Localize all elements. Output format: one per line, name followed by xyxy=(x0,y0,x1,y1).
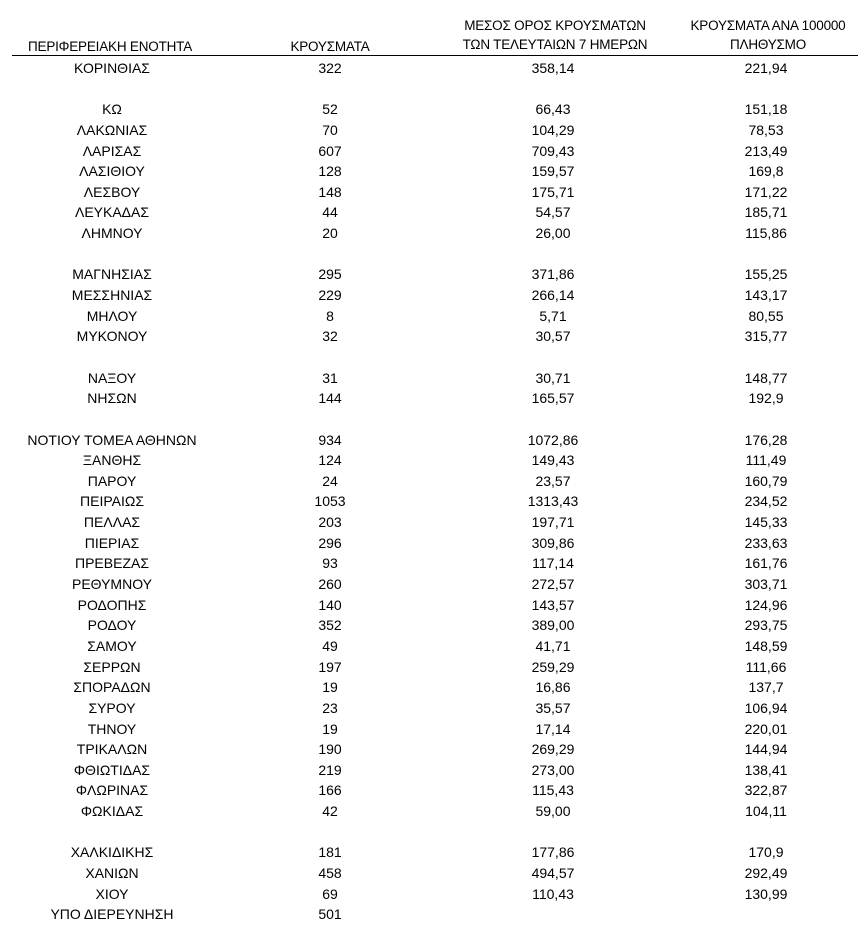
region-cell: ΝΗΣΩΝ xyxy=(87,390,137,407)
region-cell: ΧΑΛΚΙΔΙΚΗΣ xyxy=(70,844,154,861)
avg-7day-cell: 110,43 xyxy=(532,885,574,902)
region-cell: ΚΟΡΙΝΘΙΑΣ xyxy=(74,60,150,76)
per100k-cell: 169,8 xyxy=(748,163,784,180)
region-cell: ΣΥΡΟΥ xyxy=(88,699,136,716)
region-cell: ΚΩ xyxy=(102,101,122,118)
table-row xyxy=(0,471,868,492)
table-row xyxy=(0,141,868,162)
cases-cell: 219 xyxy=(318,761,342,778)
cases-cell: 44 xyxy=(322,204,338,221)
per100k-cell: 315,77 xyxy=(744,328,788,345)
per100k-cell: 145,33 xyxy=(744,514,788,531)
avg-7day-cell: 66,43 xyxy=(535,101,571,118)
cases-cell: 70 xyxy=(322,121,338,138)
cases-cell: 93 xyxy=(322,555,338,572)
table-row xyxy=(0,368,868,389)
table-row xyxy=(0,430,868,451)
avg-7day-cell: 494,57 xyxy=(531,864,575,881)
table-row xyxy=(0,884,868,905)
table-row xyxy=(0,780,868,801)
table-row xyxy=(0,120,868,141)
table-row xyxy=(0,904,868,925)
header-per100k-line2: ΠΛΗΘΥΣΜΟ xyxy=(729,37,807,52)
table-row xyxy=(0,161,868,182)
table-header xyxy=(0,0,868,56)
region-cell: ΧΑΝΙΩΝ xyxy=(85,864,139,881)
region-cell: ΛΕΣΒΟΥ xyxy=(83,183,141,200)
table-row xyxy=(0,842,868,863)
region-cell: ΦΩΚΙΔΑΣ xyxy=(80,803,144,820)
spacer-row xyxy=(0,409,868,430)
avg-7day-cell: 16,86 xyxy=(535,679,571,696)
cases-cell: 49 xyxy=(322,637,338,654)
region-cell: ΠΑΡΟΥ xyxy=(87,472,137,489)
table-row xyxy=(0,553,868,574)
per100k-cell: 221,94 xyxy=(744,60,788,76)
region-cell: ΛΑΡΙΣΑΣ xyxy=(82,142,142,159)
per100k-cell: 78,53 xyxy=(748,121,784,138)
per100k-cell: 130,99 xyxy=(744,885,788,902)
avg-7day-cell: 115,43 xyxy=(532,782,574,799)
cases-cell: 23 xyxy=(322,699,338,716)
per100k-cell: 176,28 xyxy=(744,431,788,448)
table-row xyxy=(0,739,868,760)
avg-7day-cell: 358,14 xyxy=(531,60,575,76)
avg-7day-cell: 177,86 xyxy=(531,844,575,861)
avg-7day-cell: 1072,86 xyxy=(527,431,579,448)
per100k-cell: 111,66 xyxy=(745,658,787,675)
table-row xyxy=(0,574,868,595)
per100k-cell: 170,9 xyxy=(748,844,784,861)
table-row xyxy=(0,863,868,884)
table-row xyxy=(0,326,868,347)
avg-7day-cell: 26,00 xyxy=(535,225,571,242)
table-row xyxy=(0,719,868,740)
per100k-cell: 138,41 xyxy=(744,761,788,778)
header-per100k-line1: ΚΡΟΥΣΜΑΤΑ ΑΝΑ 100000 xyxy=(690,18,846,33)
table-row xyxy=(0,285,868,306)
table-row xyxy=(0,615,868,636)
cases-cell: 1053 xyxy=(314,493,346,510)
table-row xyxy=(0,264,868,285)
table-row xyxy=(0,760,868,781)
per100k-cell: 171,22 xyxy=(744,183,788,200)
avg-7day-cell: 269,29 xyxy=(531,741,575,758)
per100k-cell: 111,49 xyxy=(745,452,787,469)
per100k-cell: 185,71 xyxy=(744,204,788,221)
cases-cell: 166 xyxy=(318,782,342,799)
avg-7day-cell: 266,14 xyxy=(531,287,575,304)
cases-cell: 322 xyxy=(318,60,342,76)
table-row xyxy=(0,677,868,698)
avg-7day-cell: 273,00 xyxy=(531,761,575,778)
cases-cell: 31 xyxy=(322,369,338,386)
region-cell: ΥΠΟ ΔΙΕΡΕΥΝΗΣΗ xyxy=(50,906,174,923)
cases-cell: 229 xyxy=(318,287,342,304)
region-cell: ΦΘΙΩΤΙΔΑΣ xyxy=(73,761,151,778)
cases-cell: 128 xyxy=(318,163,342,180)
cases-cell: 190 xyxy=(318,741,342,758)
per100k-cell: 155,25 xyxy=(744,266,788,283)
per100k-cell: 143,17 xyxy=(744,287,788,304)
cases-cell: 19 xyxy=(322,720,338,737)
table-row xyxy=(0,698,868,719)
avg-7day-cell: 309,86 xyxy=(531,534,575,551)
region-cell: ΤΗΝΟΥ xyxy=(87,720,137,737)
header-per-100k xyxy=(668,16,868,54)
avg-7day-cell: 709,43 xyxy=(531,142,575,159)
cases-cell: 52 xyxy=(322,101,338,118)
avg-7day-cell: 104,29 xyxy=(531,121,575,138)
cases-cell: 295 xyxy=(318,266,342,283)
region-cell: ΝΟΤΙΟΥ ΤΟΜΕΑ ΑΘΗΝΩΝ xyxy=(27,431,197,448)
avg-7day-cell: 159,57 xyxy=(531,163,575,180)
avg-7day-cell: 272,57 xyxy=(531,576,575,593)
region-cell: ΛΕΥΚΑΔΑΣ xyxy=(74,204,150,221)
per100k-cell: 161,76 xyxy=(744,555,788,572)
avg-7day-cell: 30,57 xyxy=(535,328,571,345)
spacer-row xyxy=(0,822,868,843)
table-row xyxy=(0,182,868,203)
region-cell: ΠΡΕΒΕΖΑΣ xyxy=(74,555,149,572)
table-row xyxy=(0,58,868,79)
table-row xyxy=(0,657,868,678)
per100k-cell: 322,87 xyxy=(744,782,788,799)
region-cell: ΣΕΡΡΩΝ xyxy=(83,658,141,675)
avg-7day-cell: 30,71 xyxy=(535,369,571,386)
region-cell: ΠΕΛΛΑΣ xyxy=(83,514,141,531)
cases-cell: 24 xyxy=(322,472,338,489)
region-cell: ΞΑΝΘΗΣ xyxy=(82,452,142,469)
region-cell: ΡΟΔΟΠΗΣ xyxy=(77,596,147,613)
table-body xyxy=(0,58,868,925)
cases-cell: 19 xyxy=(322,679,338,696)
per100k-cell: 234,52 xyxy=(744,493,788,510)
per100k-cell: 115,86 xyxy=(745,225,787,242)
spacer-row xyxy=(0,244,868,265)
region-cell: ΠΕΙΡΑΙΩΣ xyxy=(80,493,144,510)
region-cell: ΜΕΣΣΗΝΙΑΣ xyxy=(71,287,153,304)
avg-7day-cell: 259,29 xyxy=(531,658,575,675)
avg-7day-cell: 41,71 xyxy=(535,637,571,654)
table-row xyxy=(0,595,868,616)
avg-7day-cell: 175,71 xyxy=(531,183,575,200)
region-cell: ΛΑΣΙΘΙΟΥ xyxy=(79,163,145,180)
avg-7day-cell: 117,14 xyxy=(532,555,574,572)
per100k-cell: 148,77 xyxy=(744,369,788,386)
per100k-cell: 151,18 xyxy=(744,101,788,118)
avg-7day-cell: 143,57 xyxy=(531,596,575,613)
table-row xyxy=(0,306,868,327)
cases-cell: 148 xyxy=(318,183,342,200)
per100k-cell: 233,63 xyxy=(744,534,788,551)
header-cases: ΚΡΟΥΣΜΑΤΑ xyxy=(290,39,370,54)
cases-cell: 32 xyxy=(322,328,338,345)
region-cell: ΤΡΙΚΑΛΩΝ xyxy=(76,741,148,758)
avg-7day-cell: 54,57 xyxy=(535,204,571,221)
per100k-cell: 137,7 xyxy=(748,679,784,696)
avg-7day-cell: 371,86 xyxy=(531,266,575,283)
region-cell: ΠΙΕΡΙΑΣ xyxy=(84,534,140,551)
cases-cell: 352 xyxy=(318,617,342,634)
cases-cell: 296 xyxy=(318,534,342,551)
table-row xyxy=(0,99,868,120)
avg-7day-cell: 389,00 xyxy=(531,617,575,634)
region-cell: ΡΕΘΥΜΝΟΥ xyxy=(71,576,152,593)
per100k-cell: 303,71 xyxy=(744,576,788,593)
region-cell: ΣΑΜΟΥ xyxy=(87,637,137,654)
spacer-row xyxy=(0,347,868,368)
region-cell: ΜΗΛΟΥ xyxy=(86,307,138,324)
avg-7day-cell: 59,00 xyxy=(535,803,571,820)
avg-7day-cell: 35,57 xyxy=(535,699,571,716)
table-row xyxy=(0,533,868,554)
per100k-cell: 104,11 xyxy=(745,803,787,820)
avg-7day-cell: 5,71 xyxy=(539,307,567,324)
table-row xyxy=(0,388,868,409)
per100k-cell: 144,94 xyxy=(744,741,788,758)
per100k-cell: 213,49 xyxy=(744,142,788,159)
per100k-cell: 220,01 xyxy=(744,720,788,737)
avg-7day-cell: 165,57 xyxy=(531,390,575,407)
region-cell: ΦΛΩΡΙΝΑΣ xyxy=(75,782,149,799)
per100k-cell: 124,96 xyxy=(744,596,788,613)
cases-cell: 140 xyxy=(318,596,342,613)
region-cell: ΣΠΟΡΑΔΩΝ xyxy=(73,679,151,696)
header-avg-line2: ΤΩΝ ΤΕΛΕΥΤΑΙΩΝ 7 ΗΜΕΡΩΝ xyxy=(462,37,648,52)
avg-7day-cell: 1313,43 xyxy=(527,493,579,510)
avg-7day-cell: 197,71 xyxy=(531,514,575,531)
table-row xyxy=(0,223,868,244)
cases-cell: 144 xyxy=(318,390,342,407)
region-cell: ΛΑΚΩΝΙΑΣ xyxy=(76,121,148,138)
per100k-cell: 106,94 xyxy=(744,699,788,716)
cases-cell: 458 xyxy=(318,864,342,881)
per100k-cell: 293,75 xyxy=(744,617,788,634)
cases-cell: 203 xyxy=(318,514,342,531)
region-cell: ΝΑΞΟΥ xyxy=(87,369,137,386)
per100k-cell: 148,59 xyxy=(744,637,788,654)
per100k-cell: 292,49 xyxy=(744,864,788,881)
cases-cell: 8 xyxy=(326,307,334,324)
cases-cell: 20 xyxy=(322,225,338,242)
table-row xyxy=(0,801,868,822)
cases-cell: 124 xyxy=(318,452,342,469)
region-cell: ΛΗΜΝΟΥ xyxy=(81,225,143,242)
cases-cell: 69 xyxy=(322,885,338,902)
per100k-cell: 160,79 xyxy=(744,472,788,489)
avg-7day-cell: 17,14 xyxy=(535,720,571,737)
table-row xyxy=(0,491,868,512)
cases-cell: 260 xyxy=(318,576,342,593)
cases-cell: 607 xyxy=(318,142,342,159)
per100k-cell: 192,9 xyxy=(748,390,784,407)
table-row xyxy=(0,202,868,223)
spacer-row xyxy=(0,79,868,100)
cases-cell: 42 xyxy=(322,803,338,820)
avg-7day-cell: 149,43 xyxy=(531,452,575,469)
cases-cell: 934 xyxy=(318,431,342,448)
avg-7day-cell: 23,57 xyxy=(535,472,571,489)
header-avg-line1: ΜΕΣΟΣ ΟΡΟΣ ΚΡΟΥΣΜΑΤΩΝ xyxy=(464,18,646,33)
table-row xyxy=(0,512,868,533)
table-row xyxy=(0,636,868,657)
cases-cell: 181 xyxy=(318,844,342,861)
region-cell: ΡΟΔΟΥ xyxy=(87,617,137,634)
header-region: ΠΕΡΙΦΕΡΕΙΑΚΗ ΕΝΟΤΗΤΑ xyxy=(27,39,193,54)
region-cell: ΜΥΚΟΝΟΥ xyxy=(76,328,148,345)
table-row xyxy=(0,450,868,471)
cases-cell: 197 xyxy=(318,658,342,675)
header-underline xyxy=(12,55,858,56)
per100k-cell: 80,55 xyxy=(748,307,784,324)
cases-cell: 501 xyxy=(318,906,342,923)
region-cell: ΜΑΓΝΗΣΙΑΣ xyxy=(72,266,152,283)
header-avg-7days xyxy=(440,16,670,54)
region-cell: ΧΙΟΥ xyxy=(95,885,129,902)
